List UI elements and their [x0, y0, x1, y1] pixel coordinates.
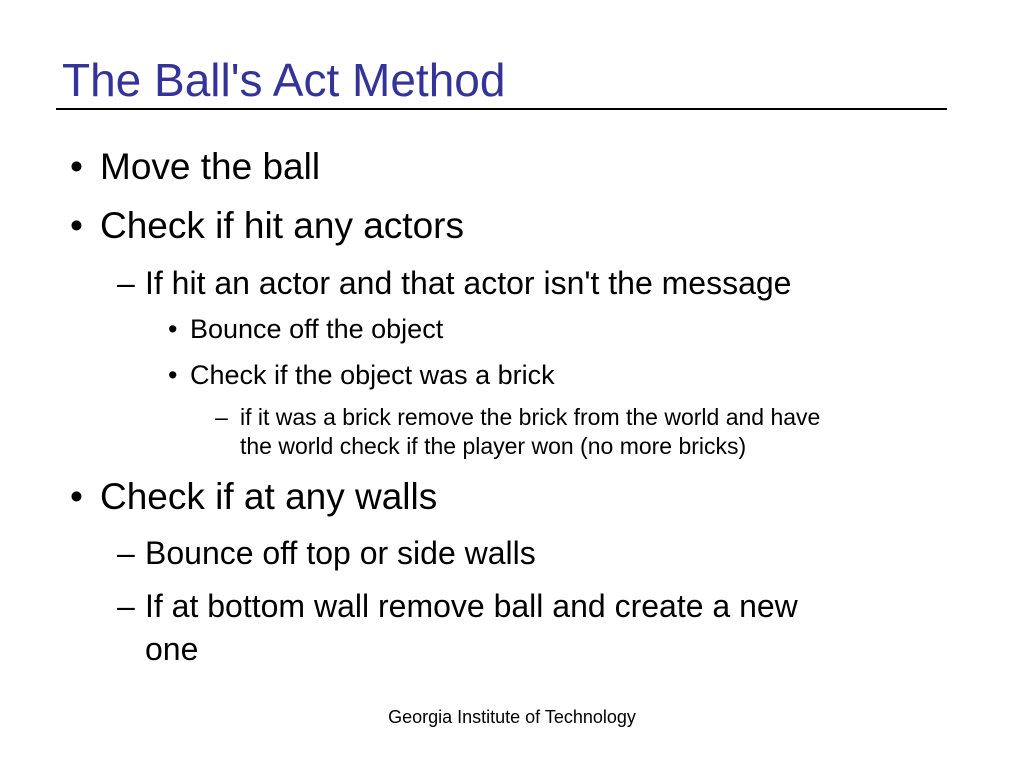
dash-marker: – [117, 535, 135, 571]
sub-sub-bullet-text: Bounce off the object [190, 314, 444, 344]
bullet-marker: • [70, 205, 83, 246]
bullet-text: Move the ball [100, 146, 321, 187]
slide-footer: Georgia Institute of Technology [388, 707, 636, 727]
bullet-text: Check if at any walls [100, 476, 438, 517]
sub-bullet-text: If hit an actor and that actor isn't the message [145, 265, 792, 301]
level4-text-line1: if it was a brick remove the brick from the world and have [240, 404, 821, 430]
sub-bullet-text-line2: one [145, 631, 199, 667]
bullet-marker: • [70, 146, 83, 187]
bullet-text: Check if hit any actors [100, 205, 464, 246]
dash-marker: – [117, 265, 135, 301]
slide-title: The Ball's Act Method [62, 54, 506, 106]
dash-marker: – [215, 404, 228, 430]
sub-bullet-text-line1: If at bottom wall remove ball and create a new [145, 588, 798, 624]
dash-marker: – [117, 588, 135, 624]
level4-text-line2: the world check if the player won (no more bricks) [240, 433, 747, 459]
sub-bullet-text: Bounce off top or side walls [145, 535, 536, 571]
bullet-marker: • [70, 476, 83, 517]
sub-sub-bullet-text: Check if the object was a brick [190, 360, 555, 390]
bullet-marker: • [168, 314, 178, 344]
bullet-marker: • [168, 360, 178, 390]
title-underline [56, 108, 947, 110]
